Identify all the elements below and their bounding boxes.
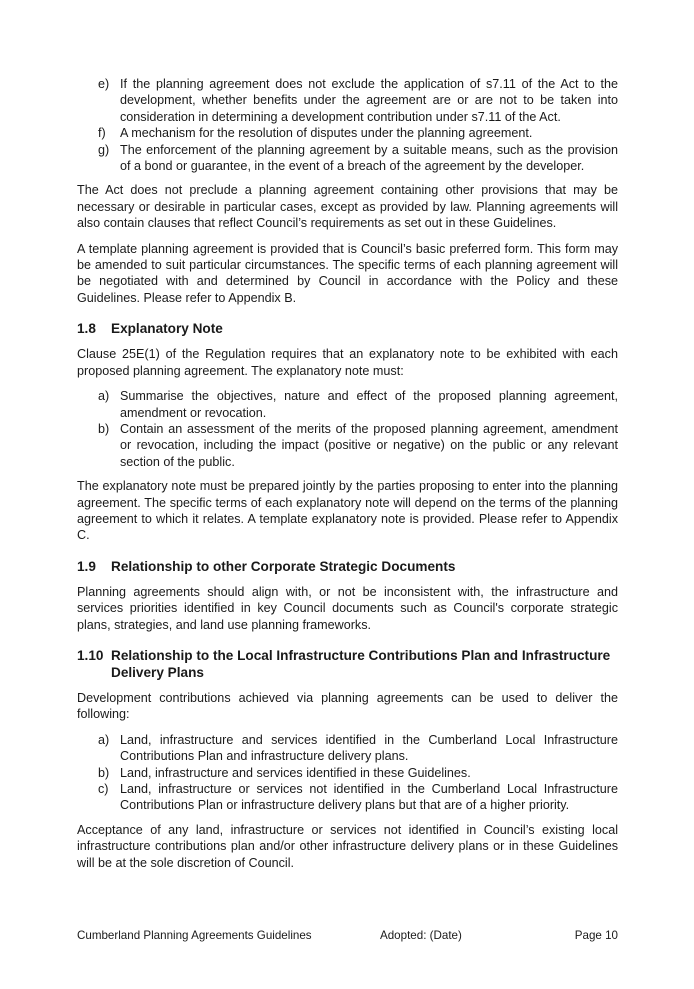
list-item-text: Summarise the objectives, nature and effect of the proposed planning agreement, amendment or revocation.: [120, 389, 618, 420]
paragraph: Development contributions achieved via planning agreements can be used to deliver the following:: [77, 690, 618, 722]
footer-document-title: Cumberland Planning Agreements Guidelines: [77, 929, 312, 942]
paragraph: The Act does not preclude a planning agreement containing other provisions that may be necessary or desirable in particular cases, except as provided by law. Planning agreements will also contain clauses that reflect Council’s requirements as set out in these Guidelines.: [77, 183, 618, 231]
list-marker: b): [98, 765, 110, 780]
paragraph: Acceptance of any land, infrastructure or services not identified in Council’s existing local infrastructure contributions plan and/or other infrastructure delivery plans or in these Guidelines will be at the sole discretion of Council.: [77, 822, 618, 870]
paragraph: Clause 25E(1) of the Regulation requires that an explanatory note to be exhibited with each proposed planning agreement. The explanatory note must:: [77, 347, 618, 378]
list-item: [77, 765, 618, 781]
footer-adopted-date: Adopted: (Date): [380, 929, 462, 942]
section-title: Relationship to the Local Infrastructure Contributions Plan and Infrastructure Delivery Plans: [111, 647, 611, 680]
section-title: Explanatory Note: [111, 321, 223, 337]
list-item-text: Land, infrastructure and services identified in the Cumberland Local Infrastructure Contributions Plan and infrastructure delivery plans.: [120, 732, 618, 764]
section-number: 1.10: [77, 647, 104, 663]
section-title: Relationship to other Corporate Strategic Documents: [111, 558, 456, 574]
footer-page-number: Page 10: [574, 929, 618, 942]
list-marker: f): [98, 126, 106, 141]
list-marker: a): [98, 389, 110, 404]
page-content: [77, 76, 618, 880]
list-item: [77, 388, 618, 421]
section-number: 1.8: [77, 321, 96, 337]
list-item-text: Land, infrastructure and services identified in these Guidelines.: [120, 765, 471, 780]
intro-list: [77, 76, 618, 174]
list-item: [77, 781, 618, 814]
list-item-text: Land, infrastructure or services not identified in the Cumberland Local Infrastructure Contributions Plan or infrastructure delivery plans but that are of a higher priority.: [120, 782, 618, 813]
section-heading-1-8: [77, 320, 618, 337]
list-item: [77, 76, 618, 125]
list-item-text: A mechanism for the resolution of disputes under the planning agreement.: [120, 126, 533, 141]
explanatory-note-list: [77, 388, 618, 470]
list-marker: c): [98, 782, 109, 796]
paragraph: The explanatory note must be prepared jointly by the parties proposing to enter into the planning agreement. The specific terms of each explanatory note will depend on the terms of the planning agreement to which it relates. A template explanatory note is provided. Please refer to Appendix C.: [77, 479, 618, 543]
list-item: [77, 421, 618, 470]
list-marker: e): [98, 77, 110, 91]
paragraph: A template planning agreement is provided that is Council’s basic preferred form. This form may be amended to suit particular circumstances. The specific terms of each planning agreement will be negotiated with and determined by Council in accordance with the Policy and these Guidelines. Please refer to Appendix B.: [77, 241, 618, 305]
paragraph: Planning agreements should align with, or not be inconsistent with, the infrastructure and services priorities identified in key Council documents such as Council's corporate strategic plans, strategies, and land use planning frameworks.: [77, 584, 618, 632]
section-heading-1-9: [77, 558, 618, 575]
list-item: [77, 125, 618, 141]
list-marker: b): [98, 421, 110, 436]
list-marker: g): [98, 142, 110, 157]
list-item: [77, 142, 618, 175]
list-item-text: Contain an assessment of the merits of the proposed planning agreement, amendment or revocation, including the impact (positive or negative) on the public or any relevant section of the public.: [120, 421, 618, 469]
list-item-text: If the planning agreement does not exclude the application of s7.11 of the Act to the development, whether benefits under the agreement are or are not to be taken into consideration in determining a development contribution under s7.11 of the Act.: [120, 77, 618, 124]
section-number: 1.9: [77, 558, 96, 574]
section-heading-1-10: [77, 647, 618, 681]
deliverables-list: [77, 732, 618, 814]
list-item: [77, 732, 618, 765]
list-item-text: The enforcement of the planning agreement by a suitable means, such as the provision of a bond or guarantee, in the event of a breach of the agreement by the developer.: [120, 142, 618, 174]
list-marker: a): [98, 732, 110, 747]
